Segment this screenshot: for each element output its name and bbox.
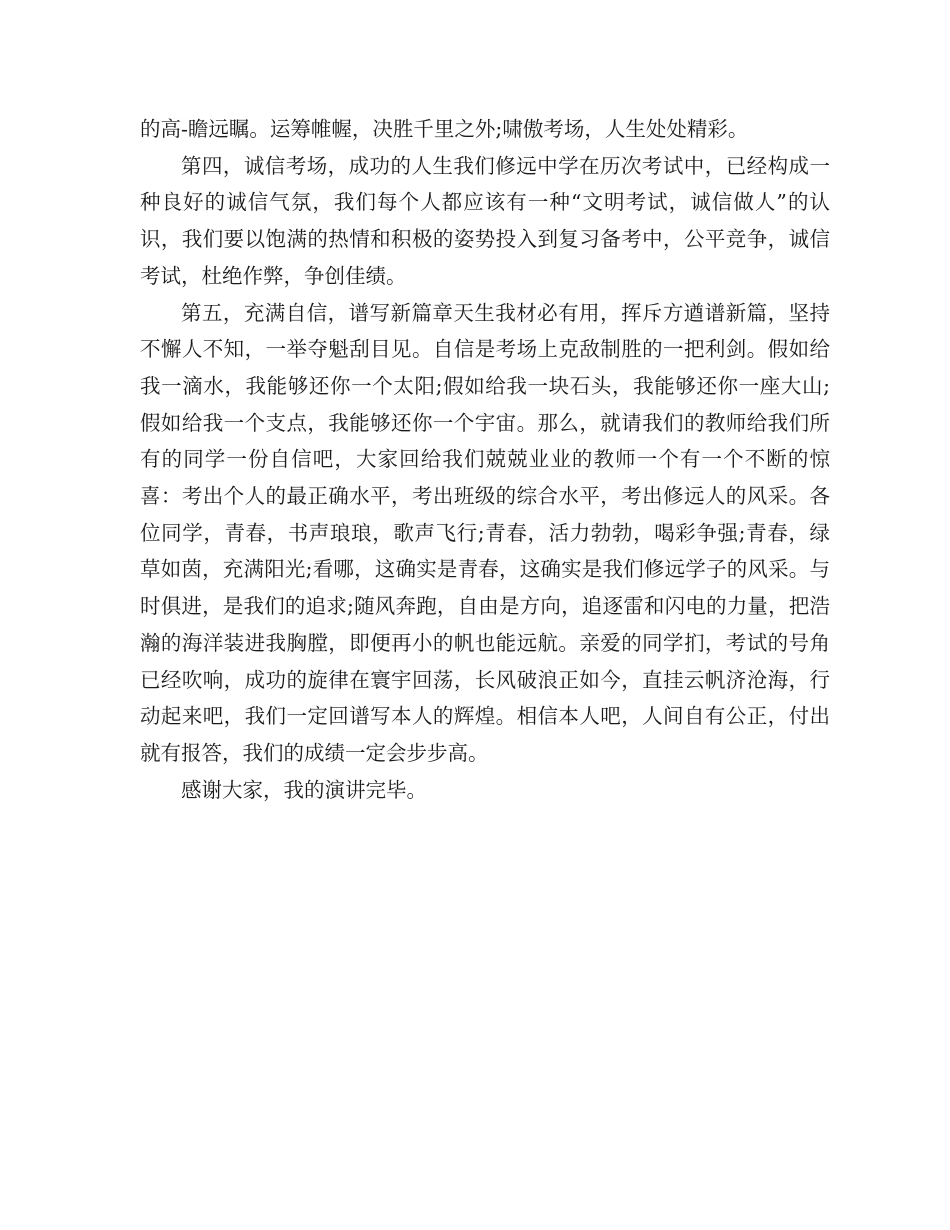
paragraph-continuation: 的高-瞻远瞩。运筹帷幄，决胜千里之外;啸傲考场，人生处处精彩。	[140, 117, 749, 141]
paragraph-fourth-point: 第四，诚信考场，成功的人生我们修远中学在历次考试中，已经构成一种良好的诚信气氛，我们每个人都应该有一种“文明考试，诚信做人”的认识，我们要以饱满的热情和积极的姿势投入到复习备考中，公平竞争，诚信考试，杜绝作弊，争创佳绩。	[140, 153, 830, 288]
paragraph-fifth-point: 第五，充满自信，谱写新篇章天生我材必有用，挥斥方遒谱新篇，坚持不懈人不知，一举夺魁刮目见。自信是考场上克敌制胜的一把利剑。假如给我一滴水，我能够还你一个太阳;假如给我一块石头，我能够还你一座大山;假如给我一个支点，我能够还你一个宇宙。那么，就请我们的教师给我们所有的同学一份自信吧，大家回给我们兢兢业业的教师一个有一个不断的惊喜：考出个人的最正确水平，考出班级的综合水平，考出修远人的风采。各位同学，青春，书声琅琅，歌声飞行;青春，活力勃勃，喝彩争强;青春，绿草如茵，充满阳光;看哪，这确实是青春，这确实是我们修远学子的风采。与时俱进，是我们的追求;随风奔跑，自由是方向，追逐雷和闪电的力量，把浩瀚的海洋装进我胸膛，即便再小的帆也能远航。亲爱的同学扪，考试的号角已经吹响，成功的旋律在寰宇回荡，长风破浪正如今，直挂云帆济沧海，行动起来吧，我们一定回谱写本人的辉煌。相信本人吧，人间自有公正，付出就有报答，我们的成绩一定会步步高。	[140, 300, 830, 765]
document-body	[140, 111, 830, 808]
paragraph-closing: 感谢大家，我的演讲完毕。	[181, 777, 427, 802]
